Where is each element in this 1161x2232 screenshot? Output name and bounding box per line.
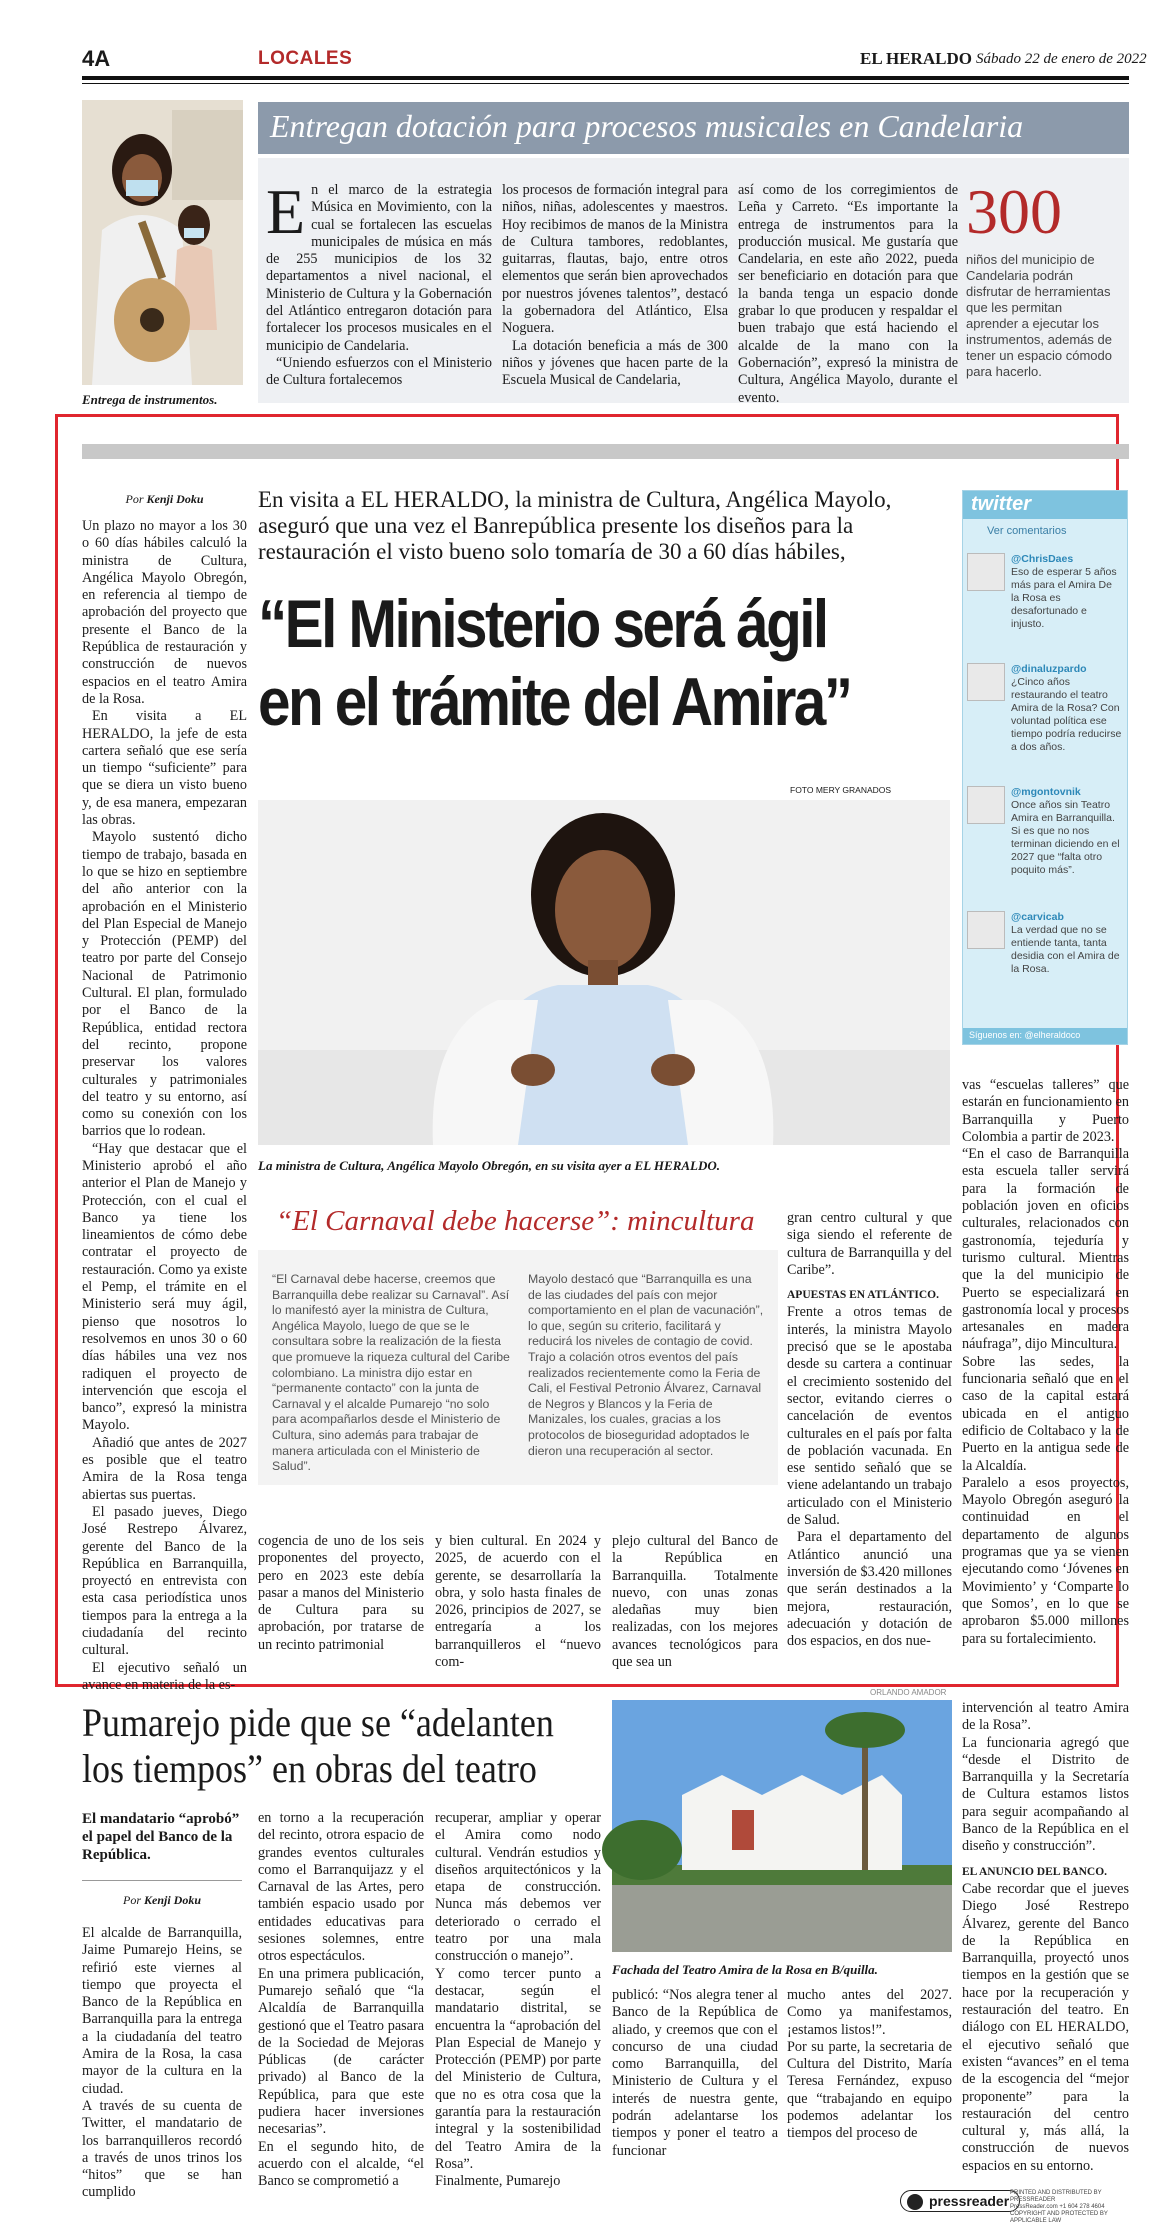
pressreader-icon (907, 2194, 923, 2210)
theater-facade-photo (612, 1700, 952, 1952)
paragraph: Para el departamento del Atlántico anunció una inversión de $3.420 millones que serán destinados a la mejora, restauración, adecuación y dotación de dos espacios, en dos nue- (787, 1529, 952, 1650)
byline-author: Kenji Doku (146, 492, 204, 506)
sidebar-column-1: “El Carnaval debe hacerse, creemos que Barranquilla debe realizar su Carnaval”. Así lo manifestó ayer la ministra de Cultura, Angélica Mayolo, luego de que se le consultara sobre la realización de la fiesta que promueve la riqueza cultural del Caribe colombiano. La ministra dijo estar en “permanente contacto” con la junta de Carnaval y el alcalde Pumarejo “no solo para acompañarlos desde el Ministerio de Cultura, sino además para trabajar de manera articulada con el Ministerio de Salud”. (272, 1272, 510, 1474)
story3-column-5: mucho antes del 2027. Como ya manifestamos, ¡estamos listos!”. Por su parte, la secretaria de Cultura del Distrito, María Teresa Fernández, expuso que “trabajando en equipo podemos adelantar los tiempos del proceso de (787, 1987, 952, 2142)
sidebar-box (258, 1250, 778, 1485)
view-comments-link[interactable]: Ver comentarios (987, 525, 1067, 537)
twitter-comments-box (962, 490, 1128, 1045)
paragraph: Mayolo sustentó dicho tiempo de trabajo, basada en lo que se hizo en septiembre del año anterior con la aprobación en el Ministerio del Plan Especial de Manejo y Protección (PEMP) del teatro por parte del Consejo Nacional de Patrimonio Cultural. El plan, formulado por el Banco de la República, entidad rectora del recinto, propone preservar los valores culturales y patrimoniales del teatro y su entorno, así como su conexión con los barrios que lo rodean. (82, 829, 247, 1140)
tweet (967, 911, 1123, 976)
issue-date: Sábado 22 de enero de 2022 (976, 51, 1147, 67)
paragraph: intervención al teatro Amira de la Rosa”. La funcionaria agregó que “desde el Distrito de Barranquilla y la Secretaría de Cultura estamos listos para seguir acompañando al Banco de la República en el diseño y construcción”. (962, 1700, 1129, 1855)
story3-column-1: El alcalde de Barranquilla, Jaime Pumarejo Heins, se refirió este viernes al tiempo que proyecta el Banco de la República en Barranquilla para la entrega a la ciudadanía del teatro Amira de la Rosa, la casa mayor de la cultura en la ciudad. A través de su cuenta de Twitter, el mandatario de los barranquilleros recordó a través de unos trinos los “hitos” que se han cumplido (82, 1925, 242, 2201)
byline-prefix: Por (122, 1893, 141, 1907)
photo-credit: FOTO MERY GRANADOS (790, 785, 892, 795)
stat-number: 300 (966, 176, 1062, 247)
story2-bottom-column-3: plejo cultural del Banco de la República en Barranquilla. Totalmente nuevo, con unas zonas aledañas muy bien realizadas, con los mejores avances tecnológicos para que sea un (612, 1533, 778, 1671)
paragraph: Un plazo no mayor a los 30 o 60 días hábiles calculó la ministra de Cultura, Angélica Mayolo Obregón, en referencia al tiempo de aprobación del proyecto que presente el Banco de la República de restauración y construcción de nuevos espacios en el teatro Amira de la Rosa. (82, 518, 247, 707)
photo-caption: Fachada del Teatro Amira de la Rosa en B/quilla. (612, 1962, 878, 1977)
story1-column-3: así como de los corregimientos de Leña y Carreto. “Es importante la entrega de instrumentos para la producción musical. Me gustaría que Candelaria, en este año 2022, pueda ser beneficiario en dotación para que la banda tenga un espacio donde grabar lo que producen y respaldar el buen trabajo que está haciendo el alcalde de la mano con la Gobernación”, expresó la ministra de Cultura, Angélica Mayolo, durante el evento. (738, 182, 958, 406)
minister-photo (258, 800, 950, 1145)
avatar (967, 786, 1005, 824)
header-rule-thin (82, 83, 1129, 84)
story1-headline: Entregan dotación para procesos musicales en Candelaria (258, 102, 1129, 154)
pressreader-label: pressreader (929, 2193, 1010, 2209)
tweet-user[interactable]: @dinaluzpardo (1011, 663, 1087, 675)
story2-right-column-1 (787, 1210, 952, 1678)
avatar (967, 911, 1005, 949)
photo-credit: ORLANDO AMADOR (870, 1688, 947, 1697)
section-name: LOCALES (258, 48, 353, 69)
headline-line-1: “El Ministerio será ágil (258, 586, 827, 662)
drop-cap: E (266, 176, 306, 247)
tweet (967, 663, 1123, 754)
photo-caption: Entrega de instrumentos. (82, 392, 218, 407)
story1-column-1 (266, 176, 492, 396)
avatar (967, 663, 1005, 701)
story1-column-2 (502, 182, 728, 396)
story1-col1b-text: “Uniendo esfuerzos con el Ministerio de Cultura fortalecemos (266, 354, 492, 389)
byline (82, 492, 247, 507)
section-kicker: EL ANUNCIO DEL BANCO. (962, 1865, 1108, 1878)
story3-column-3: recuperar, ampliar y operar el Amira como nodo cultural. Vendrán estudios y diseños arquitectónicos y la etapa de construcción. Nunca más debemos ver deteriorado o cerrado el teatro por una mala construcción o manejo”. Y como tercer punto a destacar, según el mandatario distrital, se encuentra la “aprobación del Plan Especial de Manejo y Protección (PEMP) por parte del Ministerio de Cultura, que no es otra cosa que la garantía para la restauración integral y la sostenibilidad del Teatro Amira de la Rosa”. Finalmente, Pumarejo (435, 1810, 601, 2190)
newspaper-name: EL HERALDO (860, 49, 972, 68)
twitter-logo: twitter (963, 491, 1127, 519)
divider (82, 1880, 242, 1881)
sidebar-subhead: “El Carnaval debe hacerse”: mincultura (276, 1205, 755, 1237)
story2-deck: En visita a EL HERALDO, la ministra de Cultura, Angélica Mayolo, aseguró que una vez el Banrepública presente los diseños para la restauración el visto bueno solo tomaría de 30 a 60 días hábiles, (258, 487, 892, 564)
paragraph: Añadió que antes de 2027 es posible que el teatro Amira de la Rosa tenga abiertas sus puertas. (82, 1434, 247, 1503)
avatar (967, 553, 1005, 591)
paragraph: El ejecutivo señaló un avance en materia de la es- (82, 1659, 247, 1693)
gray-rule (82, 444, 1129, 459)
section-kicker: APUESTAS EN ATLÁNTICO. (787, 1289, 939, 1302)
story3-headline: Pumarejo pide que se “adelanten los tiempos” en obras del teatro (82, 1700, 554, 1791)
story3-deck: El mandatario “aprobó” el papel del Banco de la República. (82, 1811, 240, 1863)
stat-callout (966, 176, 1116, 380)
photo-caption: La ministra de Cultura, Angélica Mayolo Obregón, en su visita ayer a EL HERALDO. (258, 1158, 721, 1173)
twitter-follow[interactable]: Síguenos en: @elheraldoco (963, 1028, 1127, 1044)
story2-right-column-2: vas “escuelas talleres” que estarán en funcionamiento en Barranquilla y Puerto Colombia a partir de 2023. “En el caso de Barranquilla esta escuela taller servirá para la formación de población joven en oficios culturales, relacionados con gastronomía, tejeduría y turismo cultural. Mientras que la del municipio de Puerto se especializará en gastronomía local y procesos artesanales en madera náufraga”, dijo Mincultura. Sobre las sedes, la funcionaria señaló que en el caso de la capital estará ubicada en el antiguo edificio de Coltabaco y la de Puerto en la antigua sede de la Alcaldía. Paralelo a esos proyectos, Mayolo Obregón aseguró la continuidad en el departamento de algunos programas que ya se vienen ejecutando como ‘Jóvenes en Movimiento’ y ‘Comparte lo que Somos’, en lo que se aprobaron $5.000 millones para su fortalecimiento. (962, 1077, 1129, 1647)
story1-col2b-text: La dotación beneficia a más de 300 niños y jóvenes que hacen parte de la Escuela Musical de Candelaria, (502, 337, 728, 389)
paragraph: En visita a EL HERALDO, la jefe de esta cartera señaló que ese sería un tiempo “suficiente” para que se diera un visto bueno y, de esa manera, empezaran las obras. (82, 708, 247, 829)
page-number: 4A (82, 46, 111, 71)
story2-bottom-column-2: y bien cultural. En 2024 y 2025, de acuerdo con el gerente, se desarrollaría la obra, y solo hasta finales de 2026, principios de 2027, se entregaría a los barranquilleros el “nuevo com- (435, 1533, 601, 1671)
tweet (967, 553, 1123, 631)
instrument-delivery-photo (82, 100, 243, 385)
story2-left-column (82, 518, 247, 1693)
paragraph: “Hay que destacar que el Ministerio aprobó el año anterior el Plan de Manejo y Protección, con el cual el Banco ya tiene los lineamientos de cómo debe contratar el proyecto de restauración. Como ya existe el Pemp, el trámite en el Ministerio será muy ágil, pienso que nosotros lo resolvemos en unos 30 o 60 días hábiles una vez nos radiquen el proyecto de intervención que escoja el banco”, expresó la ministra Mayolo. (82, 1140, 247, 1434)
tweet-user[interactable]: @carvicab (1011, 911, 1064, 923)
tweet-text: Eso de esperar 5 años más para el Amira De la Rosa es desafortunado e injusto. (1011, 566, 1117, 630)
byline (82, 1893, 242, 1908)
story3-column-6 (962, 1700, 1129, 2174)
paragraph: gran centro cultural y que siga siendo el referente de cultura de Barranquilla y del Caribe”. (787, 1210, 952, 1278)
stat-text: niños del municipio de Candelaria podrán disfrutar de herramientas que les permitan aprender a ejecutar los instrumentos, además de tener un espacio cómodo para hacerlo. (966, 252, 1112, 379)
byline-prefix: Por (125, 492, 144, 506)
story1-col1-text: n el marco de la estrategia Música en Movimiento, con la cual se fortalecen las escuelas municipales de música en más de 255 municipios de los 32 departamentos a nivel nacional, el Ministerio de Cultura y la Gobernación del Atlántico entregaron dotación para fortalecer los procesos musicales en el municipio de Candelaria. (266, 182, 492, 354)
tweet-user[interactable]: @mgontovnik (1011, 786, 1081, 798)
story2-bottom-column-1: cogencia de uno de los seis proponentes del proyecto, pero en 2023 este debía pasar a manos del Ministerio de Cultura para su aprobación, por tratarse de un recinto patrimonial (258, 1533, 424, 1653)
byline-author: Kenji Doku (143, 1893, 201, 1907)
copyright-notice: PRINTED AND DISTRIBUTED BY PRESSREADER PressReader.com +1 604 278 4604 COPYRIGHT AND PROTECTED BY APPLICABLE LAW (1010, 2190, 1108, 2224)
story1-col2-text: los procesos de formación integral para niños, niñas, adolescentes y maestros. Hoy recibimos de manos de la Ministra de Cultura tambores, redoblantes, guitarras, flautas, bajo, entre otros elementos que serán bien aprovechados por nuestros jóvenes talentos”, destacó la gobernadora del Atlántico, Elsa Noguera. (502, 182, 728, 337)
tweet (967, 786, 1123, 877)
paragraph: Frente a otros temas de interés, la ministra Mayolo precisó que se le apostaba desde su cartera a continuar el crecimiento sostenido del sector, evitando cierres o cancelación de eventos culturales en el país por falta de población vacunada. En ese sentido señaló que se viene adelantando un trabajo articulado con el Ministerio de Salud. (787, 1304, 952, 1529)
story3-column-4: publicó: “Nos alegra tener al Banco de la República de aliado, y creemos que con el concurso de una ciudad como Barranquilla, del Ministerio de Cultura y el interés de nuestra gente, podrán adelantarse los tiempos y poner el teatro a funcionar (612, 1987, 778, 2159)
tweet-text: ¿Cinco años restaurando el teatro Amira de la Rosa? Con voluntad política ese tiempo podría reducirse a dos años. (1011, 676, 1122, 753)
tweet-user[interactable]: @ChrisDaes (1011, 553, 1074, 565)
headline-line-2: en el trámite del Amira” (258, 664, 851, 740)
header-rule (82, 76, 1129, 80)
paragraph: Cabe recordar que el jueves Diego José Restrepo Álvarez, gerente del Banco de la República en Barranquilla, proyectó unos tiempos en la gestión que se hace por la recuperación y restauración del teatro. En diálogo con EL HERALDO, el ejecutivo señaló que existen “avances” en el tema de la escogencia del “mejor proponente” para la restauración del centro cultural y, más allá, la construcción de nuevos espacios en su entorno. (962, 1880, 1129, 2174)
story2-headline (258, 585, 860, 741)
pressreader-logo (900, 2190, 1020, 2212)
sidebar-column-2: Mayolo destacó que “Barranquilla es una de las ciudades del país con mejor comportamiento en el plan de vacunación”, lo que, según su criterio, facilitará y reducirá los niveles de contagio de covid. Trajo a colación otros eventos del país realizados recientemente como la Feria de Cali, el Festival Petronio Álvarez, Carnaval de Negros y Blancos y la Feria de Manizales, los cuales, gracias a los protocolos de bioseguridad adoptados le dieron una recuperación al sector. (528, 1272, 764, 1458)
tweet-text: La verdad que no se entiende tanta, tanta desidia con el Amira de la Rosa. (1011, 924, 1120, 975)
tweet-text: Once años sin Teatro Amira en Barranquilla. Si es que no nos terminan diciendo en el 2027 que “falta otro poquito más”. (1011, 799, 1120, 876)
paragraph: El pasado jueves, Diego José Restrepo Álvarez, gerente del Banco de la República en Barranquilla, proyectó en entrevista con esta casa periodística unos tiempos para la entrega a la ciudadanía del recinto cultural. (82, 1503, 247, 1659)
story3-column-2: en torno a la recuperación del recinto, otrora espacio de grandes eventos culturales como el Barranquijazz y el Carnaval de las Artes, pero también espacio usado por entidades educativas para sesiones solemnes, entre otros espectáculos. En una primera publicación, Pumarejo señaló que “la Alcaldía de Barranquilla gestionó que el Teatro pasara de la Sociedad de Mejoras Públicas (de carácter privado) al Banco de la República, para que este pudiera hacer inversiones necesarias”. En el segundo hito, de acuerdo con el alcalde, “el Banco se comprometió a (258, 1810, 424, 2190)
